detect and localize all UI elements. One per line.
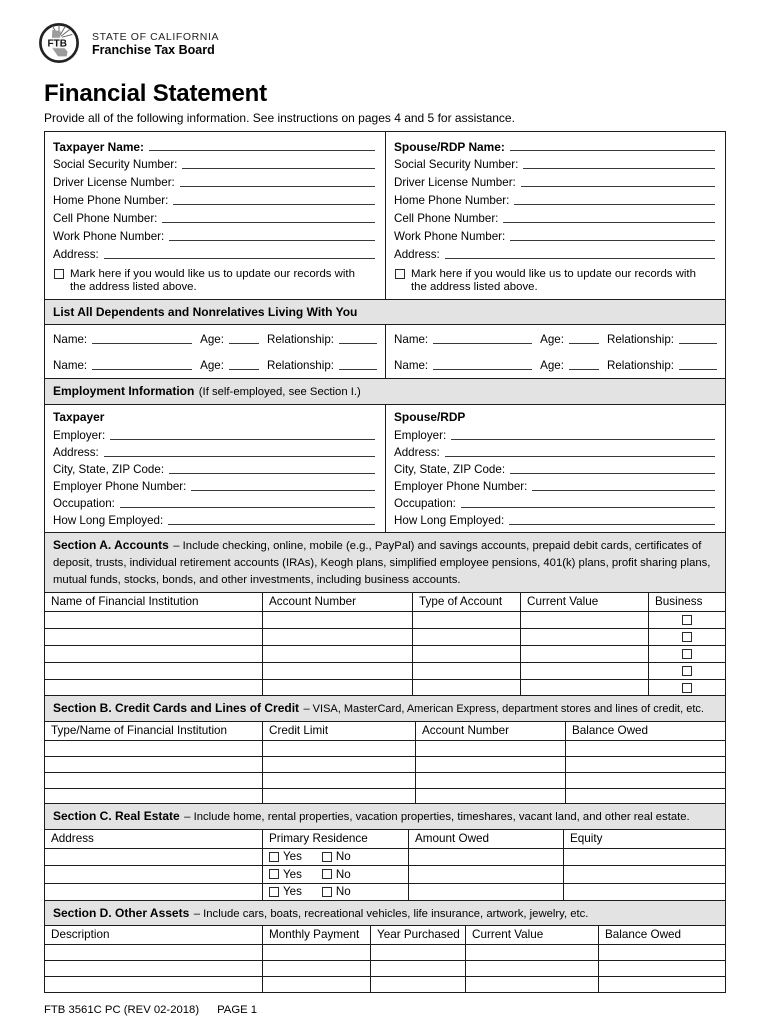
- institution-cell[interactable]: [45, 611, 262, 628]
- equity-cell[interactable]: [563, 883, 725, 901]
- year-purchased-cell[interactable]: [370, 976, 465, 992]
- dependents-left-column: [45, 325, 385, 379]
- balance-owed-cell[interactable]: [598, 944, 725, 960]
- amount-owed-cell[interactable]: [408, 865, 563, 883]
- work-phone-label: Work Phone Number:: [53, 229, 165, 243]
- column-header: Business: [648, 593, 725, 611]
- business-checkbox[interactable]: [682, 683, 692, 693]
- primary-residence-cell: [262, 883, 408, 901]
- column-header: Equity: [563, 830, 725, 848]
- no-label: No: [335, 850, 351, 864]
- dependents-right-column: [385, 325, 725, 379]
- balance-owed-cell[interactable]: [565, 756, 725, 772]
- agency-name: [92, 22, 219, 57]
- driver-license-label: Driver License Number:: [394, 175, 516, 189]
- address-cell[interactable]: [45, 865, 262, 883]
- account-type-cell[interactable]: [412, 679, 520, 696]
- address-cell[interactable]: [45, 848, 262, 866]
- account-type-cell[interactable]: [412, 628, 520, 645]
- address-cell[interactable]: [45, 883, 262, 901]
- amount-owed-cell[interactable]: [408, 848, 563, 866]
- dependents-title: List All Dependents and Nonrelatives Living With You: [53, 305, 358, 319]
- credit-limit-cell[interactable]: [262, 772, 415, 788]
- form-id: FTB 3561C PC (REV 02-2018): [44, 1004, 200, 1016]
- monthly-payment-cell[interactable]: [262, 960, 370, 976]
- dependent-name-field[interactable]: [92, 369, 192, 370]
- section-c-table: [44, 829, 726, 902]
- employer-address-label: Address:: [53, 445, 99, 459]
- account-number-cell[interactable]: [415, 740, 565, 756]
- age-label: Age:: [540, 358, 564, 372]
- account-number-cell[interactable]: [415, 788, 565, 804]
- dependent-relationship-field[interactable]: [339, 369, 377, 370]
- credit-limit-cell[interactable]: [262, 788, 415, 804]
- section-d-header: [44, 900, 726, 927]
- occupation-label: Occupation:: [394, 496, 456, 510]
- employment-spouse-column: [385, 405, 725, 533]
- spouse-employer-field[interactable]: [451, 439, 715, 440]
- business-checkbox-cell: [648, 679, 725, 696]
- section-d-table: [44, 925, 726, 993]
- spouse-ssn-field[interactable]: [523, 168, 715, 169]
- relationship-label: Relationship:: [266, 332, 334, 346]
- yes-label: Yes: [283, 867, 302, 881]
- equity-cell[interactable]: [563, 865, 725, 883]
- monthly-payment-cell[interactable]: [262, 976, 370, 992]
- account-type-cell[interactable]: [412, 611, 520, 628]
- taxpayer-ssn-field[interactable]: [182, 168, 375, 169]
- primary-residence-cell: [262, 848, 408, 866]
- yes-label: Yes: [283, 885, 302, 899]
- column-header: Credit Limit: [262, 722, 415, 740]
- name-label: Name:: [53, 358, 88, 372]
- section-a-title: Section A. Accounts: [53, 538, 169, 552]
- account-number-cell[interactable]: [415, 756, 565, 772]
- cell-phone-label: Cell Phone Number:: [394, 211, 499, 225]
- personal-info-section: [44, 131, 726, 301]
- name-label: Name:: [394, 332, 429, 346]
- home-phone-label: Home Phone Number:: [53, 193, 169, 207]
- taxpayer-column: [45, 132, 385, 300]
- taxpayer-home-phone-field[interactable]: [173, 204, 375, 205]
- occupation-label: Occupation:: [53, 496, 115, 510]
- yes-checkbox[interactable]: [269, 852, 279, 862]
- institution-cell[interactable]: [45, 662, 262, 679]
- dependent-relationship-field[interactable]: [679, 343, 717, 344]
- column-header: Current Value: [465, 926, 598, 944]
- taxpayer-cell-phone-field[interactable]: [162, 222, 375, 223]
- yes-checkbox[interactable]: [269, 869, 279, 879]
- how-long-employed-label: How Long Employed:: [394, 513, 505, 527]
- institution-cell[interactable]: [45, 679, 262, 696]
- credit-limit-cell[interactable]: [262, 740, 415, 756]
- account-number-cell[interactable]: [262, 679, 412, 696]
- current-value-cell[interactable]: [520, 679, 648, 696]
- employer-address-label: Address:: [394, 445, 440, 459]
- column-header: Primary Residence: [262, 830, 408, 848]
- column-header: Name of Financial Institution: [51, 594, 199, 608]
- state-line: STATE OF CALIFORNIA: [92, 31, 220, 43]
- balance-owed-cell[interactable]: [565, 772, 725, 788]
- taxpayer-update-records-checkbox[interactable]: [54, 269, 64, 279]
- spouse-occupation-field[interactable]: [461, 507, 715, 508]
- relationship-label: Relationship:: [266, 358, 334, 372]
- dependent-name-field[interactable]: [433, 369, 532, 370]
- dependents-section-header: [44, 299, 726, 325]
- column-header: Balance Owed: [565, 722, 725, 740]
- employment-taxpayer-column: [45, 405, 385, 533]
- employment-title: Employment Information: [53, 384, 195, 398]
- spouse-employer-address-field[interactable]: [445, 456, 715, 457]
- description-cell[interactable]: [45, 960, 262, 976]
- driver-license-label: Driver License Number:: [53, 175, 175, 189]
- taxpayer-work-phone-field[interactable]: [169, 240, 375, 241]
- dependent-name-field[interactable]: [433, 343, 532, 344]
- dependent-row: [53, 352, 377, 378]
- dependent-row: [53, 326, 377, 352]
- equity-cell[interactable]: [563, 848, 725, 866]
- ssn-label: Social Security Number:: [394, 157, 519, 171]
- relationship-label: Relationship:: [606, 358, 674, 372]
- spouse-city-state-zip-field[interactable]: [510, 473, 715, 474]
- spouse-driver-license-field[interactable]: [521, 186, 715, 187]
- taxpayer-employer-address-field[interactable]: [104, 456, 375, 457]
- column-header: Amount Owed: [408, 830, 563, 848]
- current-value-cell[interactable]: [520, 645, 648, 662]
- column-header: Account Number: [415, 722, 565, 740]
- account-type-cell[interactable]: [412, 645, 520, 662]
- column-header: Address: [51, 831, 94, 845]
- spouse-address-field[interactable]: [445, 258, 715, 259]
- institution-cell[interactable]: [45, 645, 262, 662]
- section-b-table: [44, 721, 726, 805]
- age-label: Age:: [200, 332, 224, 346]
- taxpayer-name-field[interactable]: [149, 150, 375, 151]
- spouse-column: [385, 132, 725, 300]
- spouse-how-long-employed-field[interactable]: [509, 524, 715, 525]
- yes-checkbox[interactable]: [269, 887, 279, 897]
- institution-cell[interactable]: [45, 740, 262, 756]
- no-checkbox[interactable]: [322, 869, 332, 879]
- city-state-zip-label: City, State, ZIP Code:: [53, 462, 165, 476]
- instruction-text: Provide all of the following information. See instructions on pages 4 and 5 for assistance.: [44, 111, 515, 125]
- taxpayer-employer-field[interactable]: [110, 439, 375, 440]
- business-checkbox-cell: [648, 662, 725, 679]
- balance-owed-cell[interactable]: [565, 788, 725, 804]
- institution-cell[interactable]: [45, 788, 262, 804]
- account-type-cell[interactable]: [412, 662, 520, 679]
- name-label: Name:: [394, 358, 429, 372]
- business-checkbox[interactable]: [682, 632, 692, 642]
- spouse-heading: Spouse/RDP: [394, 409, 466, 424]
- cell-phone-label: Cell Phone Number:: [53, 211, 158, 225]
- taxpayer-driver-license-field[interactable]: [180, 186, 375, 187]
- name-label: Name:: [53, 332, 88, 346]
- column-header: Current Value: [520, 593, 648, 611]
- address-label: Address:: [394, 247, 440, 261]
- section-a-header: [44, 532, 726, 593]
- section-c-title: Section C. Real Estate: [53, 809, 180, 823]
- taxpayer-occupation-field[interactable]: [120, 507, 375, 508]
- taxpayer-heading: Taxpayer: [53, 409, 105, 424]
- spouse-home-phone-field[interactable]: [514, 204, 715, 205]
- home-phone-label: Home Phone Number:: [394, 193, 510, 207]
- year-purchased-cell[interactable]: [370, 944, 465, 960]
- account-number-cell[interactable]: [262, 628, 412, 645]
- section-c-header: [44, 803, 726, 830]
- yes-label: Yes: [283, 850, 302, 864]
- page-number: PAGE 1: [217, 1004, 258, 1016]
- monthly-payment-cell[interactable]: [262, 944, 370, 960]
- account-number-cell[interactable]: [262, 645, 412, 662]
- no-checkbox[interactable]: [322, 887, 332, 897]
- relationship-label: Relationship:: [606, 332, 674, 346]
- dependent-age-field[interactable]: [229, 343, 259, 344]
- dependent-row: [394, 352, 717, 378]
- age-label: Age:: [200, 358, 224, 372]
- current-value-cell[interactable]: [520, 662, 648, 679]
- section-b-title: Section B. Credit Cards and Lines of Credit: [53, 701, 300, 715]
- balance-owed-cell[interactable]: [598, 960, 725, 976]
- description-cell[interactable]: [45, 976, 262, 992]
- ssn-label: Social Security Number:: [53, 157, 178, 171]
- svg-text:FTB: FTB: [47, 38, 68, 50]
- balance-owed-cell[interactable]: [598, 976, 725, 992]
- ftb-logo-icon: [38, 22, 80, 64]
- agency-line: Franchise Tax Board: [92, 43, 215, 57]
- business-checkbox-cell: [648, 628, 725, 645]
- taxpayer-address-field[interactable]: [104, 258, 375, 259]
- section-b-header: [44, 695, 726, 722]
- taxpayer-city-state-zip-field[interactable]: [169, 473, 375, 474]
- dependent-row: [394, 326, 717, 352]
- section-d-description: – Include cars, boats, recreational vehicles, life insurance, artwork, jewelry, etc.: [193, 907, 589, 920]
- current-value-cell[interactable]: [520, 628, 648, 645]
- column-header: Account Number: [262, 593, 412, 611]
- taxpayer-name-label: Taxpayer Name:: [53, 139, 144, 154]
- employment-note: (If self-employed, see Section I.): [198, 386, 361, 398]
- page-footer: [44, 1004, 770, 1016]
- work-phone-label: Work Phone Number:: [394, 229, 506, 243]
- column-header: Monthly Payment: [262, 926, 370, 944]
- current-value-cell[interactable]: [465, 960, 598, 976]
- no-checkbox[interactable]: [322, 852, 332, 862]
- spouse-name-label: Spouse/RDP Name:: [394, 139, 505, 154]
- section-d-title: Section D. Other Assets: [53, 905, 190, 920]
- update-records-label: Mark here if you would like us to update our records with the address listed above.: [411, 267, 696, 293]
- section-a-description: – Include checking, online, mobile (e.g., PayPal) and savings accounts, prepaid debit cards, certificates of deposit, trusts, individual retirement accounts (IRAs), Keogh plans, simplified employee pensions, 401(k) plans, profit sharing plans, mutual funds, stocks, bonds, and other investments, including business accounts.: [53, 540, 711, 586]
- business-checkbox[interactable]: [682, 615, 692, 625]
- city-state-zip-label: City, State, ZIP Code:: [394, 462, 506, 476]
- section-c-description: – Include home, rental properties, vacation properties, timeshares, vacant land, and other real estate.: [184, 811, 690, 823]
- section-b-description: – VISA, MasterCard, American Express, department stores and lines of credit, etc.: [303, 703, 704, 715]
- business-checkbox-cell: [648, 645, 725, 662]
- current-value-cell[interactable]: [465, 976, 598, 992]
- employer-label: Employer:: [394, 428, 447, 442]
- description-cell[interactable]: [45, 944, 262, 960]
- dependent-name-field[interactable]: [92, 343, 192, 344]
- balance-owed-cell[interactable]: [565, 740, 725, 756]
- employer-label: Employer:: [53, 428, 106, 442]
- spouse-update-records-checkbox[interactable]: [395, 269, 405, 279]
- institution-cell[interactable]: [45, 628, 262, 645]
- spouse-work-phone-field[interactable]: [510, 240, 715, 241]
- primary-residence-cell: [262, 865, 408, 883]
- section-a-table: [44, 592, 726, 697]
- dependent-age-field[interactable]: [569, 343, 599, 344]
- header: [0, 0, 770, 64]
- current-value-cell[interactable]: [465, 944, 598, 960]
- business-checkbox[interactable]: [682, 666, 692, 676]
- business-checkbox-cell: [648, 611, 725, 628]
- column-header: Type of Account: [412, 593, 520, 611]
- dependent-relationship-field[interactable]: [679, 369, 717, 370]
- dependent-age-field[interactable]: [229, 369, 259, 370]
- spouse-employer-phone-field[interactable]: [532, 490, 715, 491]
- spouse-cell-phone-field[interactable]: [503, 222, 715, 223]
- spouse-name-field[interactable]: [510, 150, 715, 151]
- credit-limit-cell[interactable]: [262, 756, 415, 772]
- age-label: Age:: [540, 332, 564, 346]
- employer-phone-label: Employer Phone Number:: [394, 479, 528, 493]
- employer-phone-label: Employer Phone Number:: [53, 479, 187, 493]
- institution-cell[interactable]: [45, 772, 262, 788]
- employment-section-header: [44, 378, 726, 405]
- column-header: Description: [51, 928, 110, 941]
- update-records-label: Mark here if you would like us to update our records with the address listed above.: [70, 267, 355, 293]
- column-header: Balance Owed: [598, 926, 725, 944]
- amount-owed-cell[interactable]: [408, 883, 563, 901]
- no-label: No: [335, 867, 351, 881]
- taxpayer-how-long-employed-field[interactable]: [168, 524, 375, 525]
- current-value-cell[interactable]: [520, 611, 648, 628]
- account-number-cell[interactable]: [262, 611, 412, 628]
- no-label: No: [335, 885, 351, 899]
- account-number-cell[interactable]: [415, 772, 565, 788]
- business-checkbox[interactable]: [682, 649, 692, 659]
- form-body: [44, 131, 726, 994]
- account-number-cell[interactable]: [262, 662, 412, 679]
- dependent-relationship-field[interactable]: [339, 343, 377, 344]
- year-purchased-cell[interactable]: [370, 960, 465, 976]
- institution-cell[interactable]: [45, 756, 262, 772]
- dependents-section: [44, 324, 726, 380]
- column-header: Type/Name of Financial Institution: [51, 723, 228, 737]
- page-title: Financial Statement: [44, 80, 267, 107]
- column-header: Year Purchased: [370, 926, 465, 944]
- taxpayer-employer-phone-field[interactable]: [191, 490, 375, 491]
- how-long-employed-label: How Long Employed:: [53, 513, 164, 527]
- address-label: Address:: [53, 247, 99, 261]
- employment-section: [44, 404, 726, 534]
- dependent-age-field[interactable]: [569, 369, 599, 370]
